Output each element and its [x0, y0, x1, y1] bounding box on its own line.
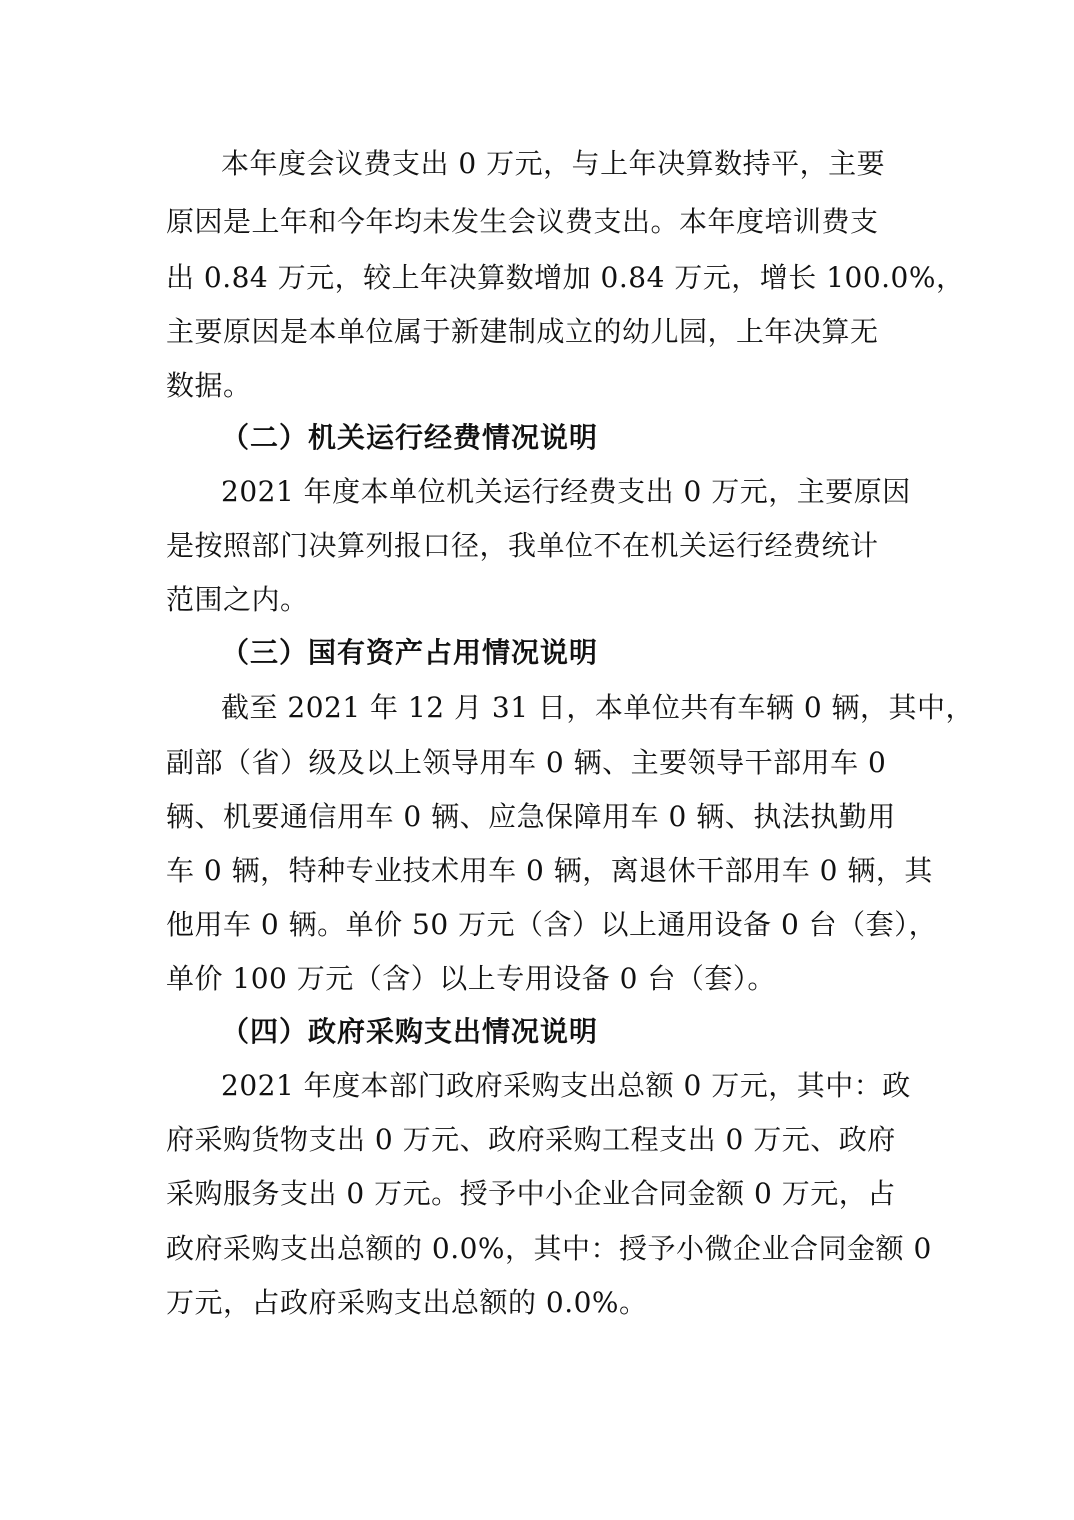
- text-line: 数据。: [166, 369, 252, 402]
- text-line: 府采购货物支出 0 万元、政府采购工程支出 0 万元、政府: [166, 1123, 896, 1156]
- text-line: 主要原因是本单位属于新建制成立的幼儿园，上年决算无: [166, 315, 879, 348]
- text-line: 本年度会议费支出 0 万元，与上年决算数持平，主要: [221, 147, 886, 180]
- text-line: 单价 100 万元（含）以上专用设备 0 台（套）。: [166, 962, 776, 995]
- text-line: 车 0 辆，特种专业技术用车 0 辆，离退休干部用车 0 辆，其: [166, 854, 933, 887]
- text-line: 他用车 0 辆。单价 50 万元（含）以上通用设备 0 台（套），: [166, 908, 938, 941]
- text-line: 原因是上年和今年均未发生会议费支出。本年度培训费支: [166, 205, 879, 238]
- text-line: 副部（省）级及以上领导用车 0 辆、主要领导干部用车 0: [166, 746, 887, 779]
- text-line: 是按照部门决算列报口径，我单位不在机关运行经费统计: [166, 529, 879, 562]
- section-heading-state-assets: （三）国有资产占用情况说明: [221, 636, 599, 669]
- section-heading-operating-expenses: （二）机关运行经费情况说明: [221, 421, 599, 454]
- text-line: 万元，占政府采购支出总额的 0.0%。: [166, 1286, 648, 1319]
- text-line: 2021 年度本单位机关运行经费支出 0 万元，主要原因: [221, 475, 911, 508]
- text-line: 政府采购支出总额的 0.0%，其中：授予小微企业合同金额 0: [166, 1232, 932, 1265]
- section-heading-government-procurement: （四）政府采购支出情况说明: [221, 1015, 599, 1048]
- text-line: 辆、机要通信用车 0 辆、应急保障用车 0 辆、执法执勤用: [166, 800, 896, 833]
- text-line: 采购服务支出 0 万元。授予中小企业合同金额 0 万元，占: [166, 1177, 896, 1210]
- text-line: 范围之内。: [166, 583, 309, 616]
- text-line: 出 0.84 万元，较上年决算数增加 0.84 万元，增长 100.0%，: [166, 261, 965, 294]
- text-line: 2021 年度本部门政府采购支出总额 0 万元，其中：政: [221, 1069, 911, 1102]
- text-line: 截至 2021 年 12 月 31 日，本单位共有车辆 0 辆，其中，: [221, 691, 975, 724]
